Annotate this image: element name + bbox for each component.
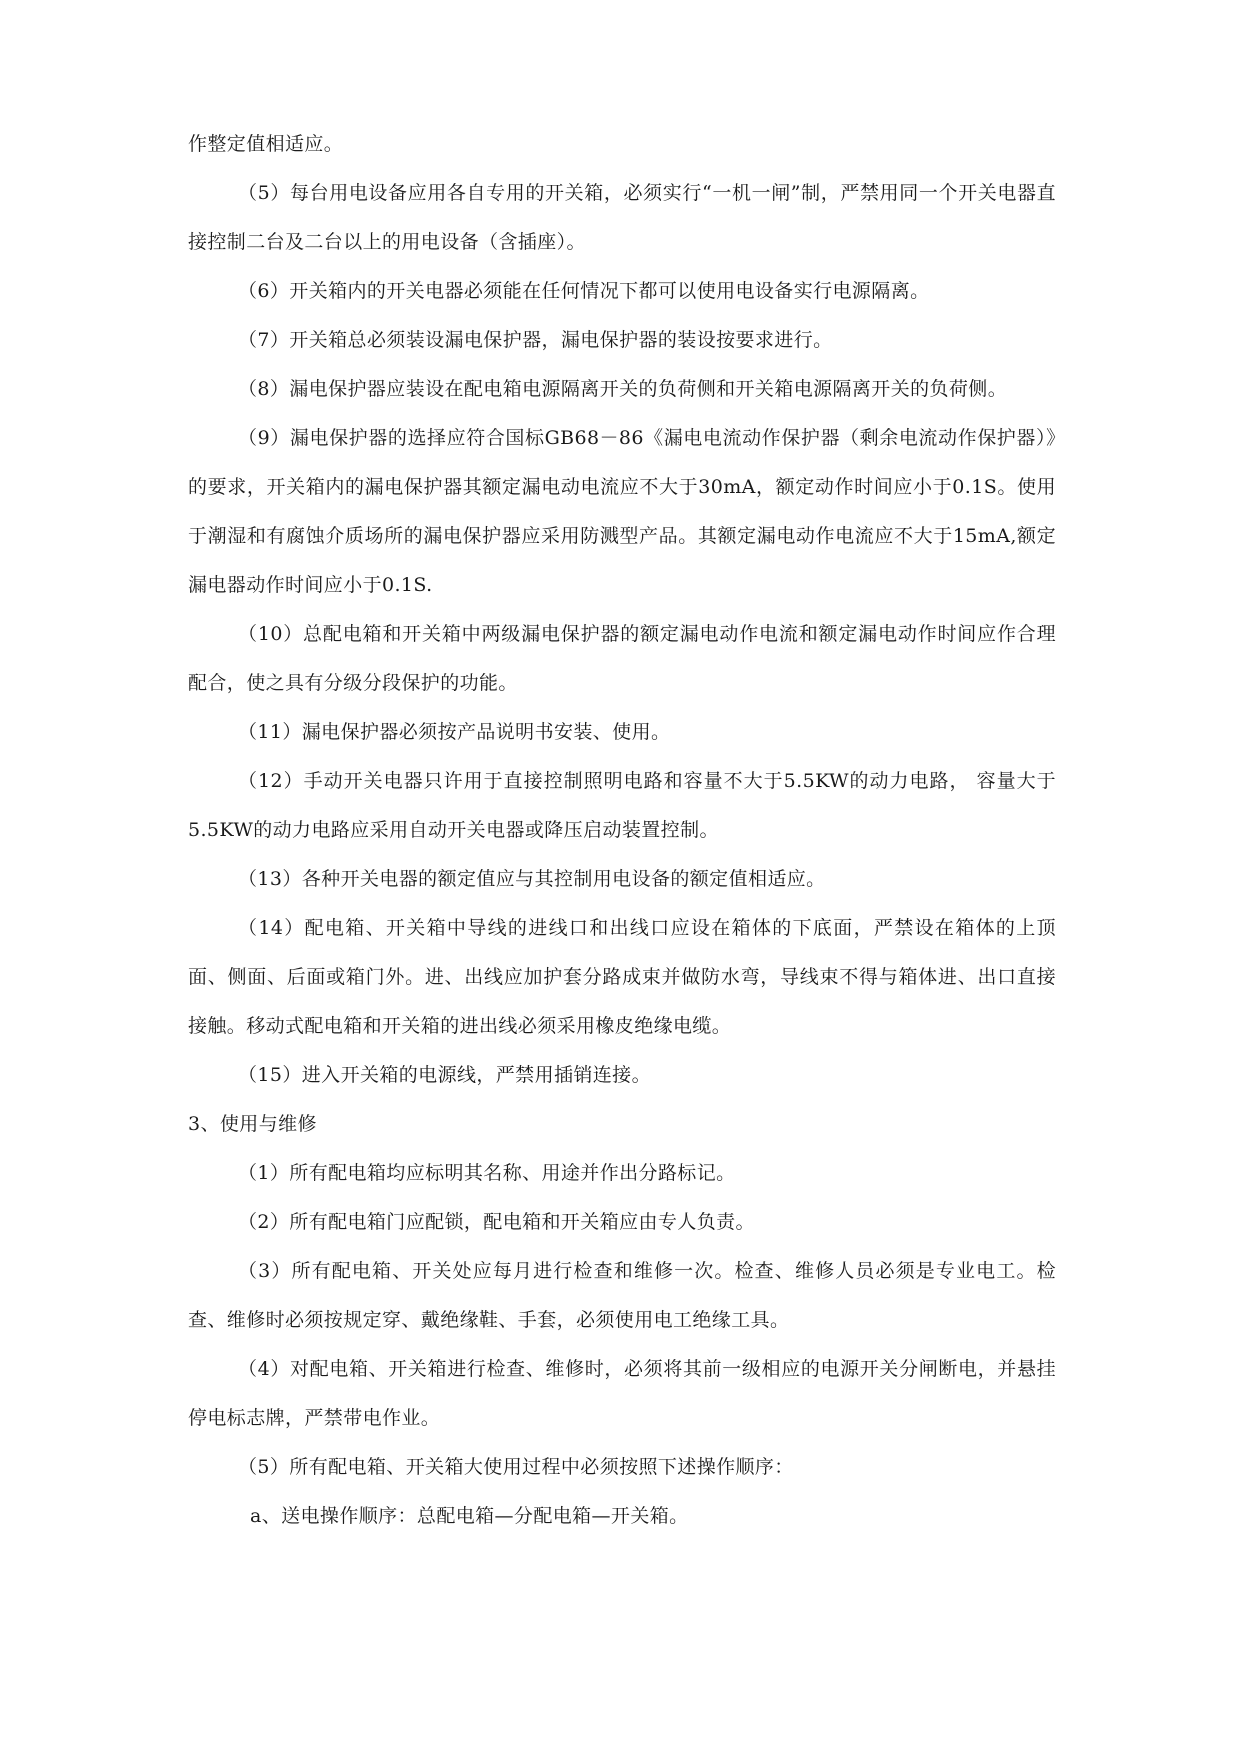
paragraph: （15）进入开关箱的电源线，严禁用插销连接。 [238,1064,651,1086]
paragraph: （14）配电箱、开关箱中导线的进线口和出线口应设在箱体的下底面，严禁设在箱体的上顶面、侧面、后面或箱门外。进、出线应加护套分路成束并做防水弯，导线束不得与箱体进、出口直接接触。移动式配电箱和开关箱的进出线必须采用橡皮绝缘电缆。 [188,917,1056,1037]
paragraph: （5）所有配电箱、开关箱大使用过程中必须按照下述操作顺序： [238,1456,794,1478]
paragraph: （12）手动开关电器只许用于直接控制照明电路和容量不大于5.5KW的动力电路， 容量大于5.5KW的动力电路应采用自动开关电器或降压启动装置控制。 [188,770,1056,841]
sub-list-item: a、送电操作顺序：总配电箱—分配电箱—开关箱。 [250,1505,689,1527]
paragraph: 作整定值相适应。 [188,133,344,155]
paragraph: （4）对配电箱、开关箱进行检查、维修时，必须将其前一级相应的电源开关分闸断电，并悬挂停电标志牌，严禁带电作业。 [188,1358,1056,1429]
paragraph: （1）所有配电箱均应标明其名称、用途并作出分路标记。 [238,1162,736,1184]
paragraph: （3）所有配电箱、开关处应每月进行检查和维修一次。检查、维修人员必须是专业电工。检查、维修时必须按规定穿、戴绝缘鞋、手套，必须使用电工绝缘工具。 [188,1260,1056,1331]
paragraph: （2）所有配电箱门应配锁，配电箱和开关箱应由专人负责。 [238,1211,755,1233]
paragraph: （5）每台用电设备应用各自专用的开关箱，必须实行“一机一闸”制，严禁用同一个开关电器直接控制二台及二台以上的用电设备（含插座）。 [188,182,1056,253]
paragraph: （13）各种开关电器的额定值应与其控制用电设备的额定值相适应。 [238,868,826,890]
paragraph: （6）开关箱内的开关电器必须能在任何情况下都可以使用电设备实行电源隔离。 [238,280,930,302]
document-body [188,120,1056,1541]
paragraph: （8）漏电保护器应装设在配电箱电源隔离开关的负荷侧和开关箱电源隔离开关的负荷侧。 [238,378,1008,400]
paragraph: （10）总配电箱和开关箱中两级漏电保护器的额定漏电动作电流和额定漏电动作时间应作合理配合，使之具有分级分段保护的功能。 [188,623,1056,694]
paragraph: （9）漏电保护器的选择应符合国标GB68－86《漏电电流动作保护器（剩余电流动作保护器）》的要求，开关箱内的漏电保护器其额定漏电动电流应不大于30mA，额定动作时间应小于0.1S。使用于潮湿和有腐蚀介质场所的漏电保护器应采用防溅型产品。其额定漏电动作电流应不大于15mA,额定漏电器动作时间应小于0.1S. [188,427,1056,596]
paragraph: （11）漏电保护器必须按产品说明书安装、使用。 [238,721,671,743]
paragraph: （7）开关箱总必须装设漏电保护器，漏电保护器的装设按要求进行。 [238,329,833,351]
section-heading: 3、使用与维修 [188,1113,317,1135]
